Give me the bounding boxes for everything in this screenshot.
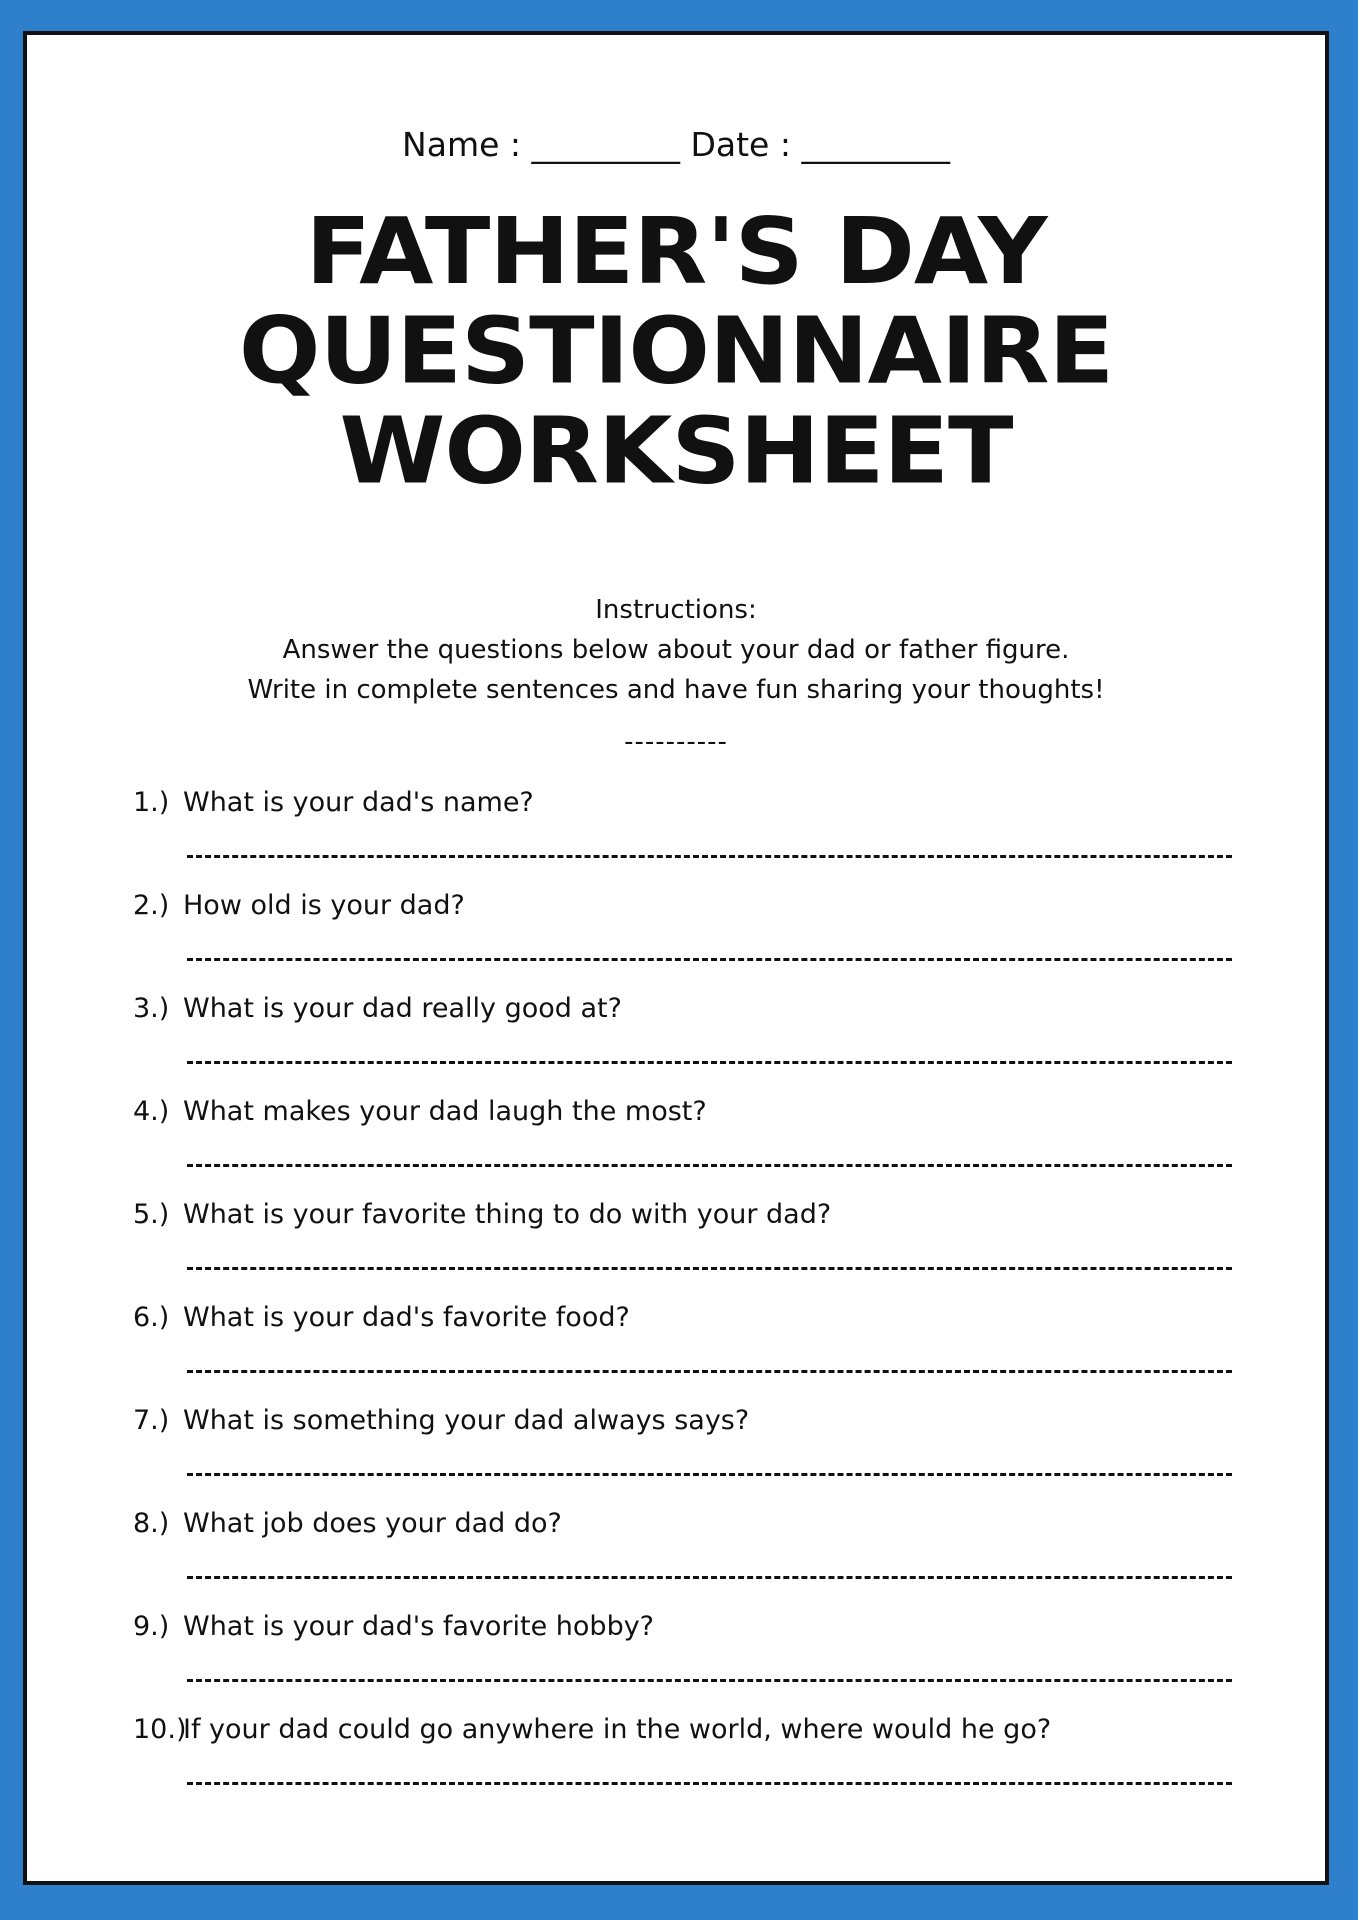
instructions-heading: Instructions: [595,595,757,625]
answer-line[interactable] [187,855,1232,858]
answer-line[interactable] [187,958,1232,961]
instructions-line-2: Write in complete sentences and have fun sharing your thoughts! [247,675,1105,705]
question-item [133,1094,1263,1184]
question-number: 4.) [133,1096,170,1127]
title-line-1: FATHER'S DAY [305,197,1047,305]
question-item [133,1197,1263,1287]
question-text: What is your dad's name? [183,787,534,818]
question-item [133,1609,1263,1699]
question-number: 7.) [133,1405,170,1436]
answer-line[interactable] [187,1473,1232,1476]
question-item [133,785,1263,875]
answer-line[interactable] [187,1164,1232,1167]
question-item [133,888,1263,978]
question-number: 9.) [133,1611,170,1642]
worksheet-page [23,31,1329,1885]
question-number: 3.) [133,993,170,1024]
question-text: How old is your dad? [183,890,465,921]
question-number: 10.) [133,1714,187,1745]
answer-line[interactable] [187,1267,1232,1270]
question-item [133,991,1263,1081]
instructions-divider: ---------- [624,727,728,757]
answer-line[interactable] [187,1782,1232,1785]
question-text: What is something your dad always says? [183,1405,750,1436]
question-number: 2.) [133,890,170,921]
answer-line[interactable] [187,1679,1232,1682]
question-text: What is your dad's favorite food? [183,1302,630,1333]
question-number: 5.) [133,1199,170,1230]
question-item [133,1506,1263,1596]
question-text: What is your favorite thing to do with your dad? [183,1199,832,1230]
answer-line[interactable] [187,1576,1232,1579]
answer-line[interactable] [187,1061,1232,1064]
question-item [133,1300,1263,1390]
question-number: 6.) [133,1302,170,1333]
title-line-3: WORKSHEET [339,397,1013,505]
question-item [133,1712,1263,1802]
question-text: What is your dad really good at? [183,993,622,1024]
instructions-line-1: Answer the questions below about your dad or father figure. [282,635,1070,665]
question-number: 8.) [133,1508,170,1539]
question-text: What job does your dad do? [183,1508,562,1539]
question-number: 1.) [133,787,170,818]
name-date-line: Name : _________ Date : _________ [402,125,950,164]
question-text: What makes your dad laugh the most? [183,1096,707,1127]
question-text: What is your dad's favorite hobby? [183,1611,655,1642]
question-item [133,1403,1263,1493]
worksheet-title [27,197,1325,505]
title-line-2: QUESTIONNAIRE [238,297,1114,405]
instructions-block [27,590,1325,710]
answer-line[interactable] [187,1370,1232,1373]
question-text: If your dad could go anywhere in the world, where would he go? [183,1714,1052,1745]
